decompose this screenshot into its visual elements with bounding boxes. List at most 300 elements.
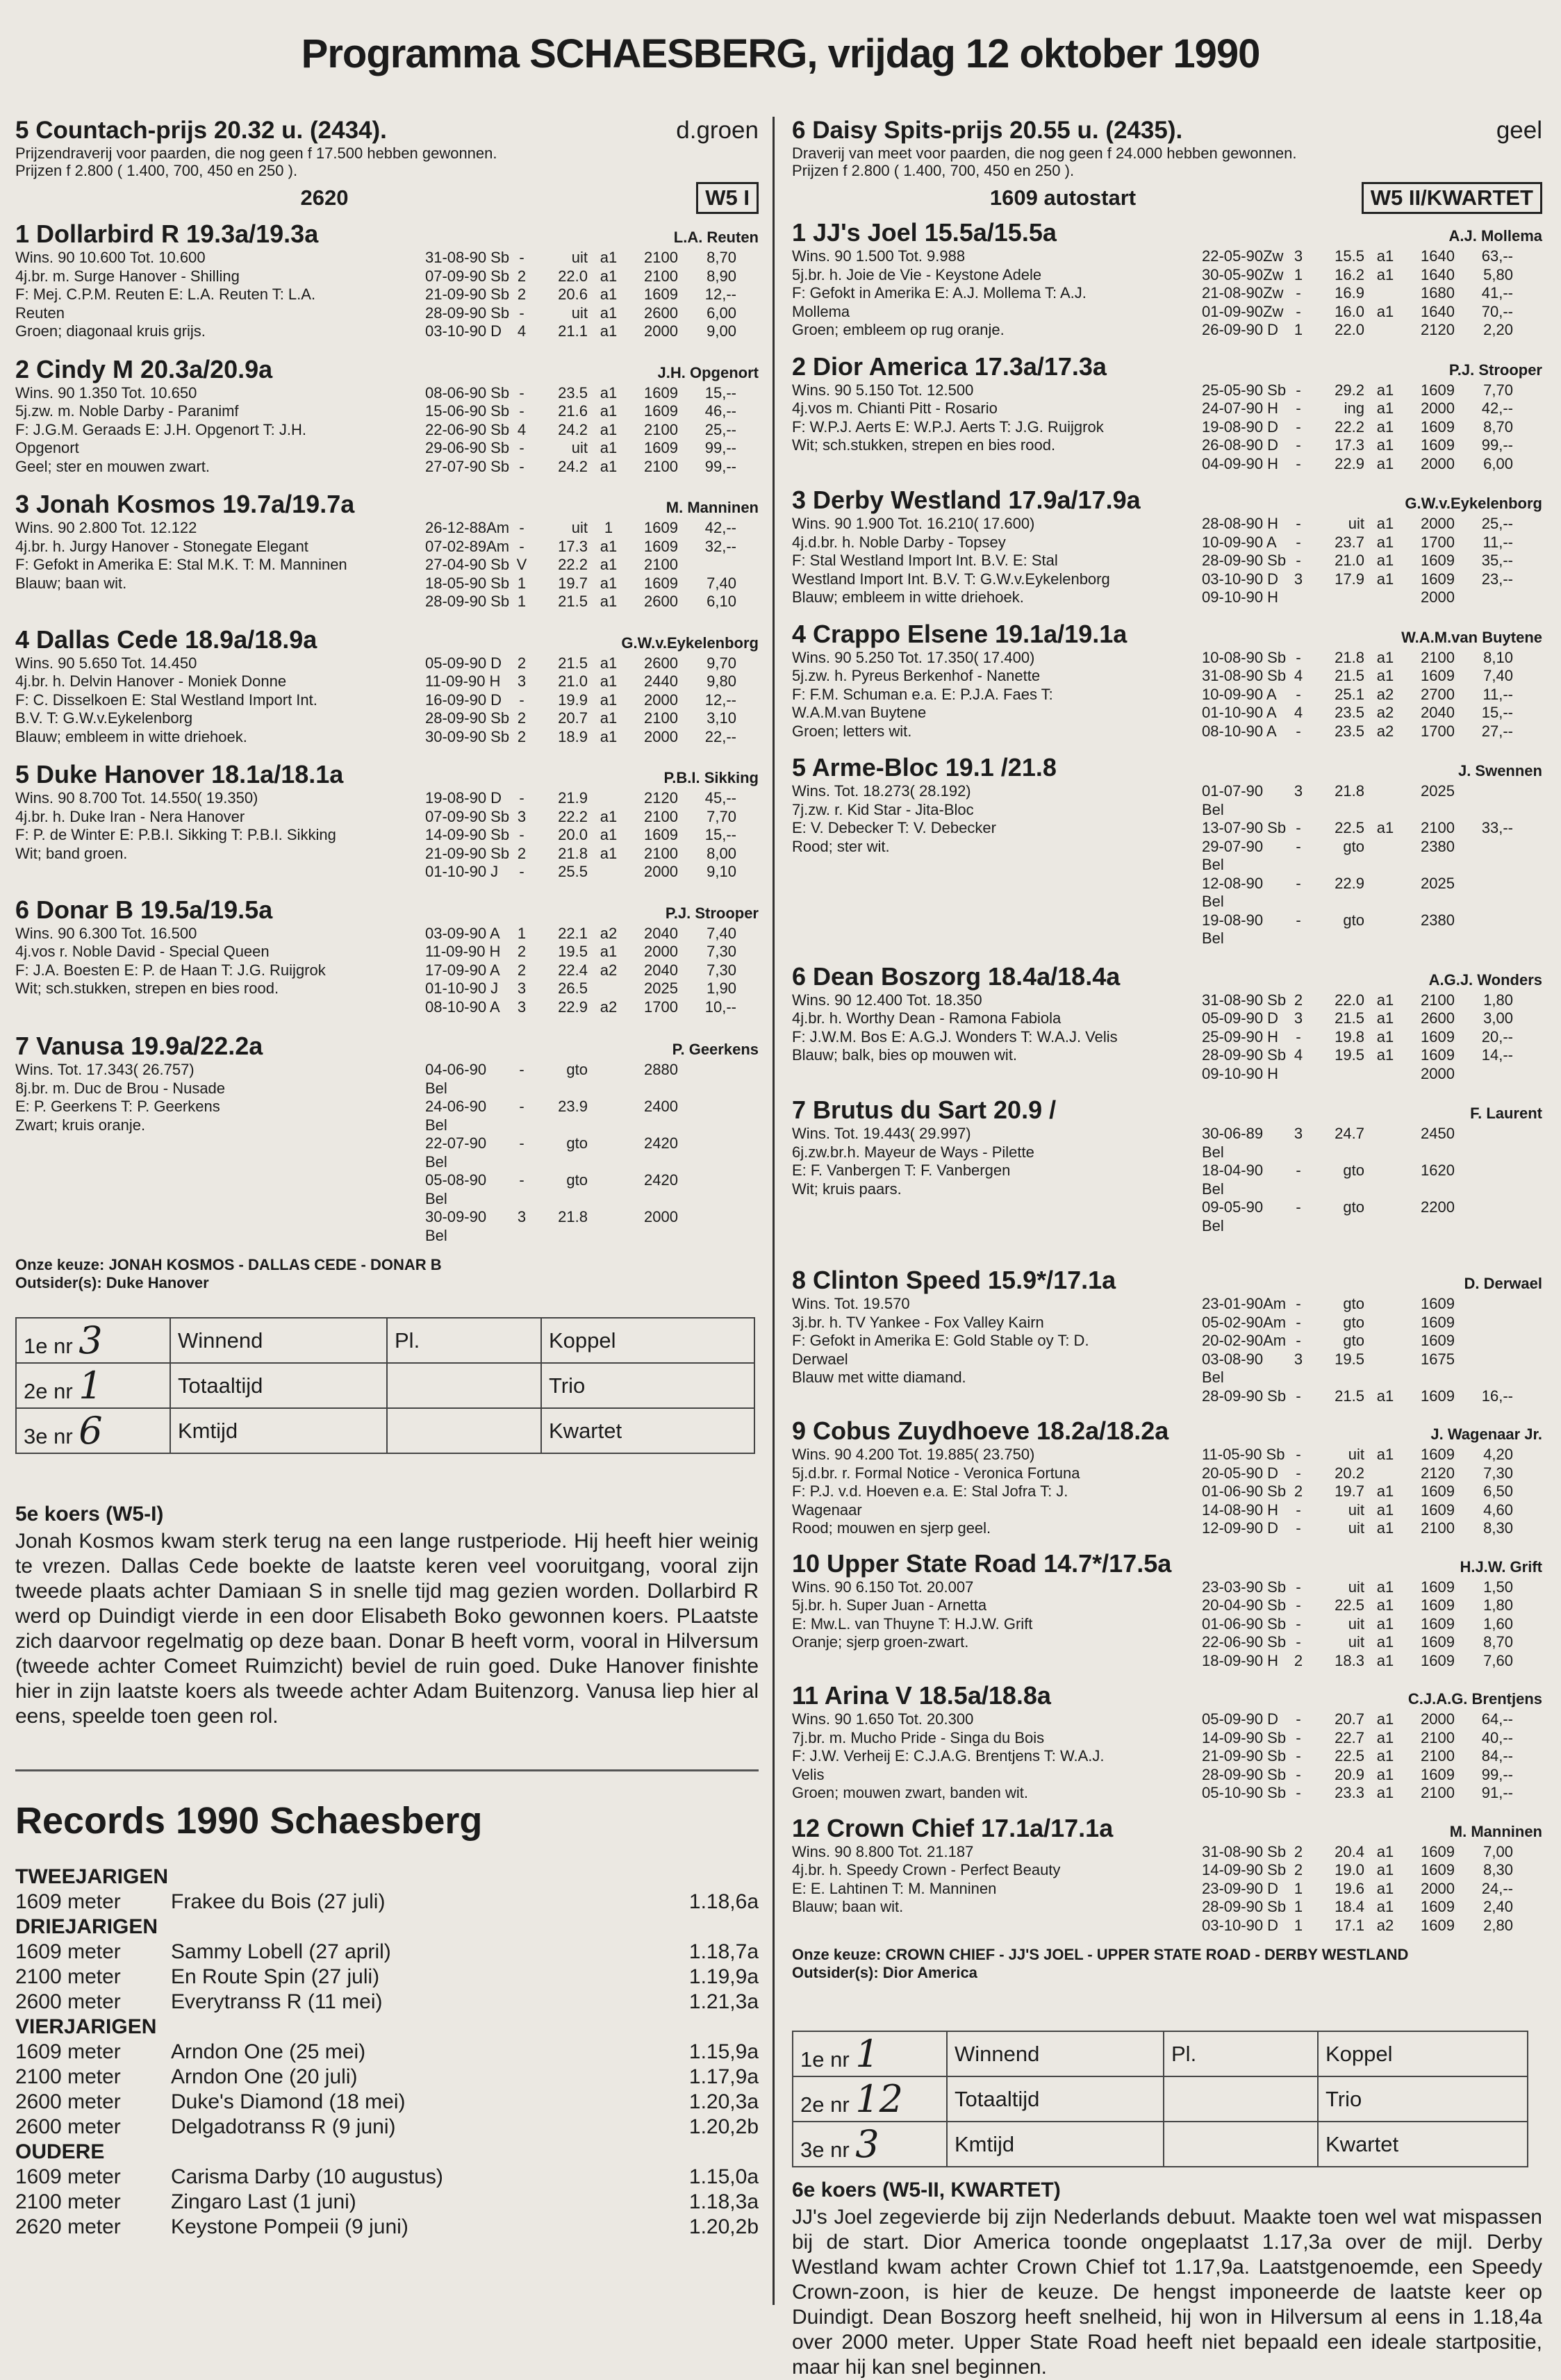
start-type: a1 [1376, 1765, 1394, 1783]
start-row [1202, 686, 1542, 704]
start-row [1202, 1898, 1542, 1917]
horse-info-line: Wins. 90 1.500 Tot. 9.988 [792, 247, 966, 265]
start-place: - [1296, 533, 1301, 551]
horse-entry [792, 1266, 1542, 1405]
horse-info-line: 7j.br. m. Mucho Pride - Singa du Bois [792, 1728, 1045, 1746]
start-time: 16.9 [1335, 284, 1364, 301]
horse-info-line: Opgenort [15, 439, 79, 456]
start-odds: 20,-- [1481, 1027, 1513, 1046]
horse-entry [792, 218, 1542, 340]
start-place: - [1296, 1710, 1301, 1728]
horse-starts [1202, 649, 1542, 741]
start-date: 14-09-90 Sb [1202, 1861, 1287, 1878]
horse-starts [1202, 515, 1542, 607]
horse-starts [425, 519, 759, 611]
start-row [1202, 570, 1542, 589]
start-type: 1 [604, 519, 613, 536]
start-place: - [1296, 1295, 1301, 1312]
horse-info-line: Wins. Tot. 18.273( 28.192) [792, 782, 971, 800]
horse-header [792, 1549, 1542, 1578]
start-time: 15.5 [1335, 247, 1364, 265]
start-date: 15-06-90 Sb [425, 402, 510, 420]
horse-info-line: F: C. Disselkoen E: Stal Westland Import Int. [15, 691, 317, 709]
start-row [1202, 1482, 1542, 1501]
start-time: 21.5 [558, 593, 588, 610]
start-date: 19-08-90 D [425, 789, 502, 807]
start-row [1202, 399, 1542, 418]
start-type: a1 [1376, 1046, 1394, 1064]
start-type: a2 [600, 924, 618, 942]
horse-trainer: D. Derwael [1464, 1275, 1542, 1292]
start-date: 11-05-90 Sb [1202, 1446, 1285, 1463]
horse-info-line: Wit; band groen. [15, 844, 128, 862]
start-type: a1 [1376, 1027, 1394, 1046]
start-date: 13-07-90 Sb [1202, 819, 1287, 836]
start-row [1202, 704, 1542, 722]
start-date: 28-08-90 H [1202, 515, 1279, 532]
start-time: 20.2 [1335, 1464, 1364, 1482]
start-time: 20.7 [558, 709, 588, 727]
start-distance: 2100 [644, 807, 678, 825]
horse-name: 11 Arina V 18.5a/18.8a [792, 1681, 1051, 1710]
start-odds: 7,30 [707, 961, 736, 979]
start-date: 14-09-90 Sb [1202, 1728, 1287, 1746]
record-distance: 2600 meter [15, 2115, 121, 2138]
start-row [1202, 588, 1542, 607]
start-place: 3 [517, 980, 527, 997]
start-row [425, 322, 759, 341]
start-odds: 3,00 [1483, 1009, 1513, 1027]
start-time: uit [1348, 1446, 1364, 1463]
start-row [425, 519, 759, 538]
result-cell [387, 1363, 541, 1408]
record-holder: Everytranss R (11 mei) [171, 1990, 383, 2013]
race-distance: 1609 autostart [989, 185, 1137, 210]
start-type: a1 [600, 807, 618, 825]
horse-info-line: Oranje; sjerp groen-zwart. [792, 1633, 969, 1651]
result-label: Kmtijd [947, 2122, 1164, 2167]
start-odds: 8,10 [1483, 648, 1513, 666]
start-odds: 1,50 [1483, 1578, 1513, 1596]
start-time: uit [1348, 1501, 1364, 1519]
start-row [1202, 838, 1542, 875]
start-odds: 42,-- [1481, 399, 1513, 417]
start-odds: 3,10 [707, 709, 736, 727]
record-holder: Arndon One (20 juli) [171, 2065, 358, 2088]
horse-info-line: 5j.zw. h. Pyreus Berkenhof - Nanette [792, 667, 1041, 684]
horse-info-line: Wins. 90 8.700 Tot. 14.550( 19.350) [15, 789, 258, 807]
start-type [1364, 838, 1406, 875]
horse-body [792, 1578, 1542, 1671]
start-odds: 8,70 [1483, 1633, 1513, 1651]
start-date: 01-06-90 Sb [1202, 1614, 1287, 1633]
horse-info-line: F: Gefokt in Amerika E: Stal M.K. T: M. Manninen [15, 556, 347, 573]
start-date: 01-10-90 J [425, 980, 499, 997]
horse-info [792, 991, 1202, 1084]
start-place: - [1296, 1614, 1301, 1633]
start-row [425, 593, 759, 611]
race-prizes: Prijzen f 2.800 ( 1.400, 700, 450 en 250 ). [15, 162, 298, 179]
horse-info-line: F: Gefokt in Amerika E: A.J. Mollema T: A.J. [792, 284, 1087, 301]
start-time: 29.2 [1335, 381, 1364, 399]
start-row [1202, 1747, 1542, 1766]
record-time: 1.18,6a [688, 1890, 759, 1913]
start-place: 3 [1294, 1125, 1303, 1142]
start-distance: 1700 [1421, 533, 1455, 551]
start-odds [678, 1098, 736, 1134]
horse-body [15, 519, 759, 611]
record-row [15, 2040, 759, 2065]
start-row [425, 672, 759, 691]
start-odds: 4,20 [1483, 1446, 1513, 1463]
start-distance: 1680 [1421, 284, 1455, 301]
start-type: a1 [1376, 1861, 1394, 1878]
start-row [1202, 1046, 1542, 1065]
horse-name: 6 Dean Boszorg 18.4a/18.4a [792, 961, 1121, 991]
record-holder: Delgadotranss R (9 juni) [171, 2115, 396, 2138]
start-distance: 2000 [1421, 454, 1455, 472]
start-row [1202, 782, 1542, 819]
start-distance: 2000 [1421, 399, 1455, 417]
start-date: 26-12-88Am [425, 519, 510, 536]
horse-info-line: Wins. 90 12.400 Tot. 18.350 [792, 991, 982, 1009]
start-place: 1 [1294, 265, 1303, 283]
race-description: Draverij van meet voor paarden, die nog geen f 24.000 hebben gewonnen. [792, 144, 1297, 162]
result-label: 3e nr 3 [793, 2122, 947, 2167]
start-odds [678, 1061, 736, 1098]
horse-trainer: C.J.A.G. Brentjens [1407, 1690, 1542, 1708]
start-place: 3 [1294, 570, 1303, 588]
horse-trainer: J. Swennen [1457, 762, 1542, 779]
start-time: 17.3 [558, 537, 588, 555]
horse-info-line: B.V. T: G.W.v.Eykelenborg [15, 709, 193, 727]
start-row [425, 575, 759, 593]
horse-entry [792, 962, 1542, 1084]
horse-body [792, 1446, 1542, 1538]
start-distance: 2200 [1421, 1198, 1455, 1216]
horse-info-line: 4j.vos m. Chianti Pitt - Rosario [792, 399, 998, 417]
start-type: a2 [1376, 704, 1394, 721]
start-distance: 2600 [644, 304, 678, 322]
result-label: 1e nr 3 [16, 1318, 170, 1363]
start-type [1364, 1198, 1406, 1235]
start-distance: 1609 [644, 826, 678, 843]
horse-info-line: 6j.zw.br.h. Mayeur de Ways - Pilette [792, 1143, 1034, 1161]
start-time: uit [1348, 1633, 1364, 1651]
start-distance: 2040 [644, 924, 678, 942]
result-label: Totaaltijd [170, 1363, 387, 1408]
start-odds: 7,70 [707, 807, 736, 825]
review-title: 5e koers (W5-I) [15, 1503, 164, 1526]
result-label: 2e nr 1 [16, 1363, 170, 1408]
horse-info-line: Wins. 90 1.650 Tot. 20.300 [792, 1710, 974, 1728]
start-type: a1 [600, 537, 618, 555]
start-distance: 1609 [1421, 1916, 1455, 1934]
records-title: Records 1990 Schaesberg [15, 1800, 483, 1842]
start-type: a1 [1376, 399, 1394, 417]
pick-text: Onze keuze: CROWN CHIEF - JJ'S JOEL - UPPER STATE ROAD - DERBY WESTLAND [792, 1946, 1409, 1963]
horse-name: 7 Vanusa 19.9a/22.2a [15, 1032, 263, 1060]
start-time: 22.0 [558, 267, 588, 285]
horse-info-line: 4j.vos r. Noble David - Special Queen [15, 943, 270, 960]
horse-trainer: P.J. Strooper [665, 904, 759, 922]
start-place: - [1296, 1162, 1301, 1179]
start-date: 01-10-90 A [1202, 704, 1277, 721]
horse-info-line: Blauw; baan wit. [15, 574, 127, 592]
start-row [1202, 991, 1542, 1010]
start-place: 4 [517, 322, 527, 340]
start-row [425, 384, 759, 403]
horse-info-line: Groen; mouwen zwart, banden wit. [792, 1784, 1028, 1801]
start-place: 1 [1294, 321, 1303, 338]
record-distance: 2620 meter [15, 2215, 121, 2238]
horse-info-line: Rood; mouwen en sjerp geel. [792, 1519, 991, 1537]
start-odds: 2,20 [1483, 321, 1513, 338]
horse-info-line: Wit; kruis paars. [792, 1180, 902, 1198]
start-type [1364, 1125, 1406, 1162]
horse-info-line: Mollema [792, 302, 850, 320]
start-row [425, 267, 759, 286]
start-time: 16.2 [1335, 265, 1364, 283]
start-date: 21-08-90Zw [1202, 284, 1284, 301]
start-row [425, 249, 759, 267]
start-date: 16-09-90 D [425, 691, 502, 709]
start-place: - [1296, 418, 1301, 436]
start-row [425, 421, 759, 440]
horse-info-line: E: V. Debecker T: V. Debecker [792, 819, 996, 836]
start-distance: 1640 [1421, 302, 1455, 320]
start-date: 28-09-90 Sb [1202, 1898, 1287, 1915]
horse-info-line: 3j.br. h. TV Yankee - Fox Valley Kairn [792, 1313, 1044, 1331]
start-time: 21.1 [558, 322, 588, 340]
start-place: 2 [517, 844, 527, 862]
start-type: a1 [1376, 533, 1394, 551]
start-time: 21.8 [1335, 782, 1364, 800]
start-date: 28-09-90 Sb [1202, 1765, 1287, 1783]
horse-name: 6 Donar B 19.5a/19.5a [15, 895, 273, 924]
record-time: 1.19,9a [688, 1965, 759, 1988]
start-date: 08-06-90 Sb [425, 383, 510, 402]
start-place: - [1296, 552, 1301, 569]
start-place: 4 [517, 420, 527, 438]
start-type [1364, 588, 1406, 607]
horse-info-line: 4j.br. h. Delvin Hanover - Moniek Donne [15, 672, 287, 690]
start-place: 1 [517, 574, 527, 592]
horse-header [792, 962, 1542, 991]
start-row [1202, 1652, 1542, 1671]
record-distance: 1609 meter [15, 2165, 121, 2188]
start-date: 24-06-90 Bel [425, 1098, 487, 1134]
start-type: a1 [1376, 1614, 1394, 1633]
start-odds: 5,80 [1483, 265, 1513, 283]
start-date: 18-04-90 Bel [1202, 1162, 1264, 1198]
outsider-text: Outsider(s): Duke Hanover [15, 1274, 209, 1291]
start-distance: 2040 [644, 961, 678, 979]
horse-name: 1 JJ's Joel 15.5a/15.5a [792, 218, 1057, 247]
start-odds: 99,-- [704, 439, 736, 456]
start-place: 2 [517, 267, 527, 285]
record-holder: En Route Spin (27 juli) [171, 1965, 380, 1988]
start-odds: 12,-- [704, 286, 736, 303]
start-type [1364, 1332, 1406, 1350]
start-type [1364, 284, 1406, 303]
horse-starts [425, 249, 759, 341]
start-time: 21.5 [1335, 1009, 1364, 1027]
start-row [1202, 284, 1542, 303]
start-date: 01-07-90 Bel [1202, 782, 1264, 818]
horse-info-line: Groen; letters wit. [792, 722, 912, 740]
start-place: - [1296, 1313, 1301, 1331]
result-label: 1e nr 1 [793, 2031, 947, 2076]
horse-info [792, 1295, 1202, 1405]
start-odds: 45,-- [704, 789, 736, 807]
start-row [425, 458, 759, 477]
horse-info-line: Wins. 90 5.150 Tot. 12.500 [792, 381, 974, 399]
race-review [792, 2179, 1542, 2380]
start-type [1364, 1464, 1406, 1483]
start-time: 22.1 [558, 924, 588, 942]
horse-info-line: F: J.W.M. Bos E: A.G.J. Wonders T: W.A.J. Velis [792, 1027, 1118, 1046]
start-distance: 2040 [1421, 704, 1455, 721]
start-type: a1 [1376, 1728, 1394, 1746]
record-row [15, 2065, 759, 2090]
start-type: a1 [1376, 247, 1394, 265]
start-place: 3 [1294, 1009, 1303, 1027]
start-type: a1 [1376, 1879, 1394, 1897]
horse-info [792, 381, 1202, 474]
horse-info-line: Wins. Tot. 17.343( 26.757) [15, 1061, 195, 1078]
record-distance: 2100 meter [15, 2190, 121, 2213]
horse-info-line: F: J.G.M. Geraads E: J.H. Opgenort T: J.H. [15, 420, 306, 438]
start-date: 03-10-90 D [1202, 1916, 1279, 1934]
start-distance: 2025 [644, 980, 678, 997]
start-distance: 2000 [644, 943, 678, 960]
horse-info-line: Wins. 90 10.600 Tot. 10.600 [15, 249, 206, 266]
start-time: 21.8 [1335, 648, 1364, 666]
start-odds: 2,40 [1483, 1898, 1513, 1915]
start-time: 17.3 [1335, 436, 1364, 454]
horse-info-line: 5j.br. h. Joie de Vie - Keystone Adele [792, 265, 1042, 283]
start-type: a1 [1376, 667, 1394, 684]
horse-info-line: Wit; sch.stukken, strepen en bies rood. [792, 436, 1056, 454]
start-time: 16.0 [1335, 302, 1364, 320]
start-distance: 1609 [1421, 1765, 1455, 1783]
start-time: 22.5 [1335, 1596, 1364, 1614]
record-row [15, 2165, 759, 2190]
horse-info-line: Rood; ster wit. [792, 837, 890, 855]
horse-info-line: Wins. 90 6.300 Tot. 16.500 [15, 924, 197, 942]
start-date: 14-08-90 H [1202, 1501, 1279, 1519]
start-row [1202, 1295, 1542, 1314]
start-place: 1 [517, 593, 527, 610]
start-odds: 33,-- [1481, 819, 1513, 836]
horse-name: 10 Upper State Road 14.7*/17.5a [792, 1548, 1172, 1578]
start-row [1202, 1880, 1542, 1899]
handwritten-number: 3 [855, 2122, 879, 2166]
start-odds [1455, 1350, 1513, 1387]
horse-info-line: F: Gefokt in Amerika E: Gold Stable oy T: D. [792, 1332, 1089, 1349]
horse-header [15, 625, 759, 654]
start-row [425, 402, 759, 421]
start-type: a1 [600, 844, 618, 862]
start-row [1202, 875, 1542, 911]
start-place: 2 [1294, 1861, 1303, 1878]
start-time: uit [571, 304, 588, 322]
start-row [1202, 436, 1542, 455]
horse-list [15, 220, 759, 1245]
start-place: 2 [1294, 991, 1303, 1009]
start-type [588, 789, 629, 808]
start-odds [678, 1208, 736, 1245]
horse-name: 4 Crappo Elsene 19.1a/19.1a [792, 619, 1128, 648]
start-date: 10-09-90 A [1202, 533, 1277, 551]
start-type: a1 [1376, 1842, 1394, 1860]
horse-info-line: E: E. Lahtinen T: M. Manninen [792, 1879, 997, 1897]
start-type [1364, 1065, 1406, 1084]
start-type: a1 [1376, 570, 1394, 588]
start-distance: 1609 [1421, 1842, 1455, 1860]
start-date: 22-06-90 Sb [425, 420, 510, 438]
horse-name: 8 Clinton Speed 15.9*/17.1a [792, 1266, 1116, 1294]
handwritten-number: 6 [79, 1409, 103, 1453]
start-odds: 9,70 [707, 654, 736, 672]
start-row [1202, 1729, 1542, 1748]
start-type: a1 [600, 593, 618, 610]
start-type [1364, 782, 1406, 819]
start-date: 05-09-90 D [425, 654, 502, 672]
horse-info-line: 5j.zw. m. Noble Darby - Paranimf [15, 402, 239, 420]
horse-info-line: F: Stal Westland Import Int. B.V. E: Stal [792, 552, 1058, 569]
start-time: 20.4 [1335, 1842, 1364, 1860]
race-review [15, 1503, 759, 1729]
start-row [1202, 552, 1542, 570]
records-section [15, 1799, 759, 2240]
our-pick [792, 1946, 1542, 1982]
start-distance: 2025 [1421, 782, 1455, 800]
start-place: - [1296, 722, 1301, 740]
start-distance: 2000 [644, 691, 678, 709]
start-odds: 9,00 [707, 322, 736, 340]
horse-entry [15, 895, 759, 1017]
horse-entry [792, 753, 1542, 948]
start-type: a1 [600, 420, 618, 438]
start-odds [678, 1171, 736, 1208]
start-place: - [1296, 819, 1301, 836]
start-distance: 2420 [644, 1171, 678, 1189]
start-type: a1 [1376, 1633, 1394, 1651]
start-time: 23.5 [558, 383, 588, 402]
horse-header [792, 486, 1542, 515]
start-place: 4 [1294, 704, 1303, 721]
start-time: 20.0 [558, 826, 588, 843]
start-time: 17.1 [1335, 1916, 1364, 1934]
start-date: 05-09-90 D [1202, 1710, 1279, 1728]
start-odds: 11,-- [1482, 685, 1513, 703]
start-time: 22.7 [1335, 1728, 1364, 1746]
start-type: a1 [1376, 454, 1394, 472]
start-date: 31-08-90 Sb [1202, 991, 1287, 1009]
start-place: - [1296, 648, 1301, 666]
start-row [1202, 321, 1542, 340]
horse-trainer: J.H. Opgenort [657, 363, 759, 381]
start-distance: 2100 [1421, 1519, 1455, 1537]
start-odds: 1,90 [707, 980, 736, 997]
horse-body [15, 654, 759, 747]
start-date: 11-09-90 H [425, 672, 501, 690]
start-place: 3 [517, 998, 527, 1016]
review-text: JJ's Joel zegevierde bij zijn Nederlands debuut. Maakte toen wel wat mispassen bij de start. Dior America toonde ongeplaatst 1.17,3a over de mijl. Derby Westland kwam achter Crown Chief tot 1.17,9a. Laatstgenoemde, een Speedy Crown-zoon, is hier de keuze. De hengst imponeerde de laatste keer op Duindigt. Dean Boszorg heeft snelheid, hij won in Hilversum al eens in 1.18,4a over 2000 meter. Upper State Road heeft niet bepaald een ideale startpositie, maar hij kan snel beginnen. [792, 2206, 1542, 2379]
horse-name: 5 Arme-Bloc 19.1 /21.8 [792, 753, 1057, 782]
